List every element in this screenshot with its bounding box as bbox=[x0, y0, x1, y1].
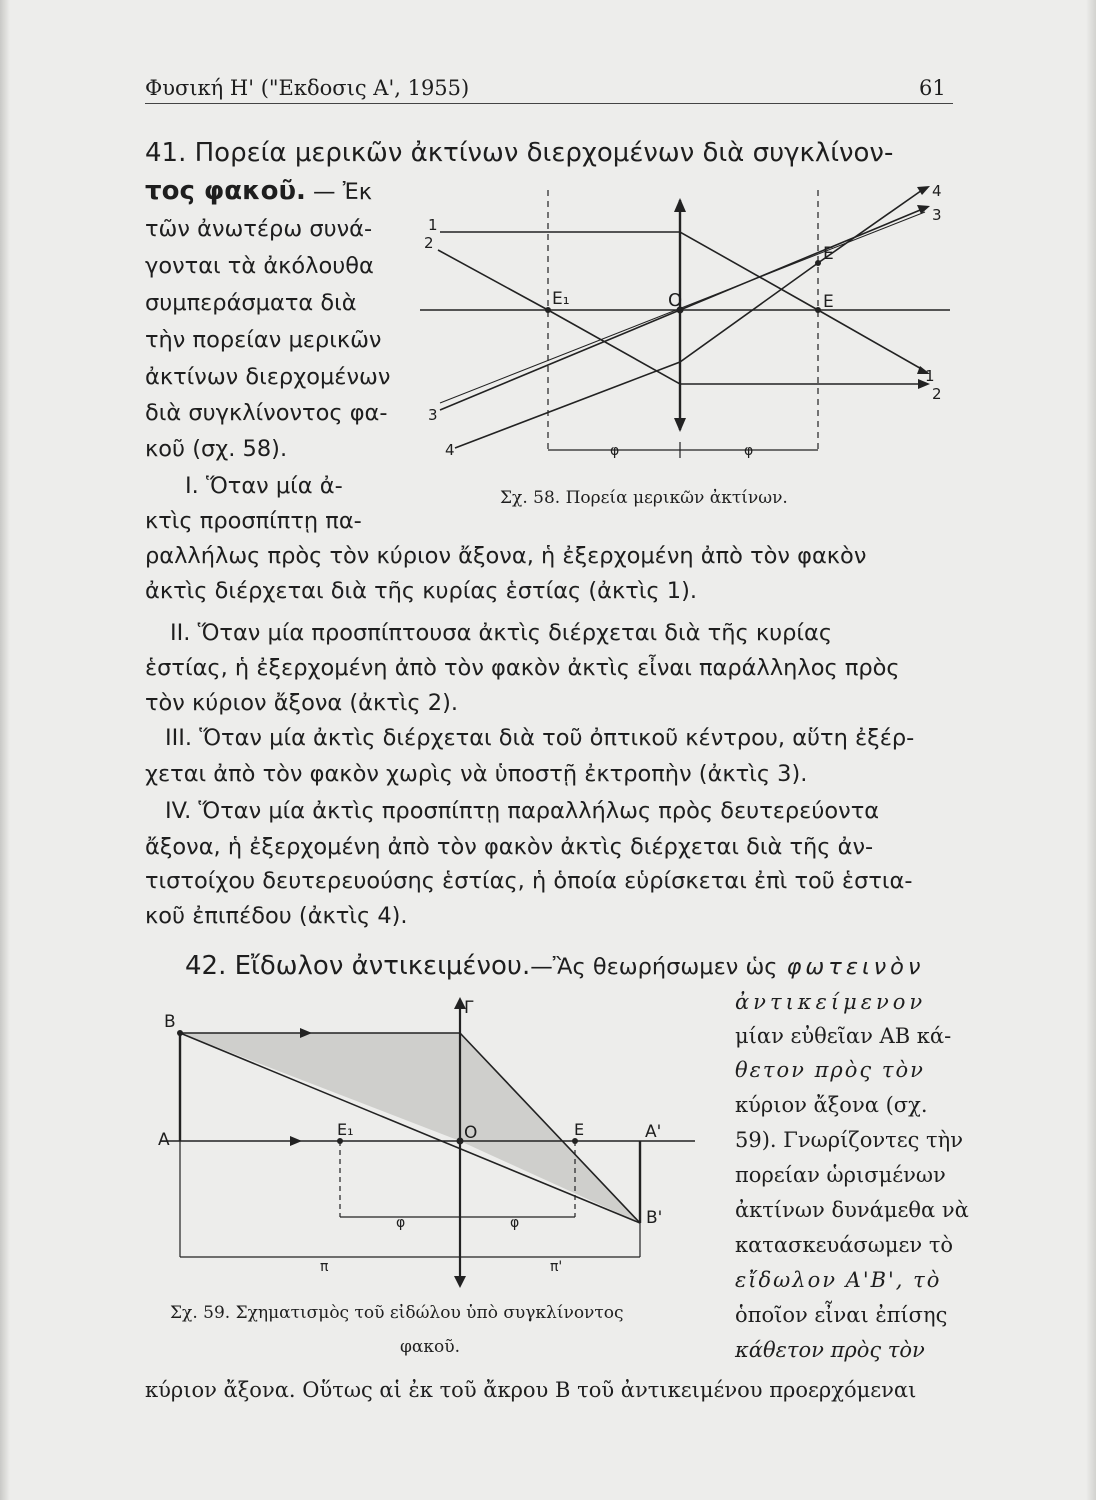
center-o-label: O bbox=[464, 1123, 478, 1143]
point-b-label: B bbox=[164, 1012, 176, 1032]
ray-2-label: 2 bbox=[424, 234, 434, 252]
section-42-heading: 42. Εἴδωλον ἀντικειμένου. bbox=[185, 951, 531, 981]
focus-e-label: E bbox=[574, 1120, 585, 1139]
rule-4-line: ἄξονα, ἡ ἐξερχομένη ἀπὸ τὸν φακὸν ἀκτὶς διέρχεται διὰ τῆς ἀν- bbox=[145, 834, 874, 860]
side-text-line: ἀκτίνων δυνάμεθα νὰ bbox=[735, 1198, 969, 1222]
side-text-line: κύριον ἄξονα (σχ. bbox=[735, 1093, 928, 1117]
side-text-line: ἀντικείμενον bbox=[735, 990, 927, 1014]
point-a-label: A bbox=[158, 1130, 170, 1150]
pi-prime-label: π' bbox=[550, 1259, 563, 1275]
intro-line: γονται τὰ ἀκόλουθα bbox=[145, 253, 374, 279]
phi-left-label: φ bbox=[610, 443, 620, 459]
rule-1-line: I. Ὅταν μία ἀ- bbox=[185, 473, 343, 499]
center-o-label: O bbox=[668, 290, 683, 311]
rule-4-line: τιστοίχου δευτερευούσης ἑστίας, ἡ ὁποία εὑρίσκεται ἐπὶ τοῦ ἑστια- bbox=[145, 868, 913, 894]
side-text-line: θετον πρὸς τὸν bbox=[735, 1058, 925, 1082]
figure-59-caption: Σχ. 59. Σχηματισμὸς τοῦ εἰδώλου ὑπὸ συγκλίνοντος bbox=[170, 1303, 624, 1323]
rule-3-line: χεται ἀπὸ τὸν φακὸν χωρὶς νὰ ὑποστῇ ἐκτροπὴν (ἀκτὶς 3). bbox=[145, 761, 808, 787]
focus-e-label: E bbox=[823, 292, 834, 312]
section-41-heading: 41. Πορεία μερικῶν ἀκτίνων διερχομένων διὰ συγκλίνον- bbox=[145, 138, 894, 168]
intro-line: συμπεράσματα διὰ bbox=[145, 290, 357, 316]
page-edge-right bbox=[1086, 0, 1096, 1500]
intro-line: ἀκτίνων διερχομένων bbox=[145, 364, 391, 390]
rule-2-line: II. Ὅταν μία προσπίπτουσα ἀκτὶς διέρχεται διὰ τῆς κυρίας bbox=[170, 620, 833, 646]
closing-line: κύριον ἄξονα. Οὕτως αἱ ἐκ τοῦ ἄκρου Β τοῦ ἀντικειμένου προερχόμεναι bbox=[145, 1378, 917, 1402]
phi-left-label: φ bbox=[396, 1215, 406, 1231]
ray-4-out-label: 4 bbox=[932, 182, 942, 200]
intro-line: τῶν ἀνωτέρω συνά- bbox=[145, 216, 373, 242]
section-41-heading-cont bbox=[145, 178, 372, 204]
ray-4 bbox=[455, 188, 925, 448]
point-a2-label: A' bbox=[645, 1122, 662, 1142]
rule-2-line: τὸν κύριον ἄξονα (ἀκτὶς 2). bbox=[145, 690, 459, 716]
rule-3-line: III. Ὅταν μία ἀκτὶς διέρχεται διὰ τοῦ ὀπτικοῦ κέντρου, αὕτη ἐξέρ- bbox=[165, 725, 915, 751]
rule-4-line: IV. Ὅταν μία ἀκτὶς προσπίπτῃ παραλλήλως πρὸς δευτερεύοντα bbox=[165, 798, 880, 824]
intro-line: διὰ συγκλίνοντος φα- bbox=[145, 400, 388, 426]
side-text-line: μίαν εὐθεῖαν ΑΒ κά- bbox=[735, 1024, 952, 1048]
running-header: Φυσική Η' ("Εκδοσις Α', 1955) bbox=[145, 76, 470, 100]
side-text-line: ὁποῖον εἶναι ἐπίσης bbox=[735, 1303, 948, 1327]
section-41-title-end: τος φακοῦ. bbox=[145, 176, 306, 206]
phi-right-label: φ bbox=[510, 1215, 520, 1231]
lens-top-label: Γ bbox=[464, 998, 474, 1018]
rule-2-line: ἑστίας, ἡ ἐξερχομένη ἀπὸ τὸν φακὸν ἀκτὶς εἶναι παράλληλος πρὸς bbox=[145, 655, 900, 681]
rule-1-line: ἀκτὶς διέρχεται διὰ τῆς κυρίας ἑστίας (ἀκτὶς 1). bbox=[145, 578, 698, 604]
figure-58-caption: Σχ. 58. Πορεία μερικῶν ἀκτίνων. bbox=[500, 488, 788, 508]
rule-1-line: κτὶς προσπίπτῃ πα- bbox=[145, 508, 362, 534]
side-text-line: κατασκευάσωμεν τὸ bbox=[735, 1233, 954, 1257]
pi-label: π bbox=[320, 1259, 329, 1275]
page-edge-left bbox=[0, 0, 10, 1500]
side-text-line: 59). Γνωρίζοντες τὴν bbox=[735, 1128, 963, 1152]
ray-4-label: 4 bbox=[445, 441, 455, 459]
section-42-lead: —Ἂς θεωρήσωμεν ὡς bbox=[530, 954, 778, 980]
rule-4-line: κοῦ ἐπιπέδου (ἀκτὶς 4). bbox=[145, 903, 408, 929]
section-41-lead: — Ἐκ bbox=[305, 179, 372, 205]
rule-1-line: ραλλήλως πρὸς τὸν κύριον ἄξονα, ἡ ἐξερχομένη ἀπὸ τὸν φακὸν bbox=[145, 543, 867, 569]
figure-59-image-formation bbox=[150, 995, 710, 1295]
focus-e-secondary-label: E bbox=[823, 244, 834, 264]
secondary-axis bbox=[440, 212, 925, 403]
side-text-line: πορείαν ὡρισμένων bbox=[735, 1163, 946, 1187]
ray-3-label: 3 bbox=[428, 406, 438, 424]
ray-2 bbox=[438, 250, 925, 384]
intro-line: τὴν πορείαν μερικῶν bbox=[145, 327, 382, 353]
section-42-heading-line bbox=[185, 953, 925, 979]
ray-1 bbox=[440, 232, 925, 371]
ray-3-out-label: 3 bbox=[932, 206, 942, 224]
focus-e1-label: E₁ bbox=[552, 289, 570, 309]
side-text-line: εἴδωλον Α'Β', τὸ bbox=[735, 1268, 942, 1292]
page-number: 61 bbox=[919, 76, 946, 100]
focus-e1-label: E₁ bbox=[337, 1120, 354, 1139]
header-rule bbox=[145, 103, 953, 104]
figure-59-caption-end: φακοῦ. bbox=[400, 1337, 460, 1357]
point-b2-label: B' bbox=[646, 1208, 663, 1228]
side-text-line: κάθετον πρὸς τὸν bbox=[735, 1338, 925, 1362]
section-42-emphasis: φωτεινὸν bbox=[786, 954, 925, 980]
intro-line: κοῦ (σχ. 58). bbox=[145, 436, 288, 462]
ray-2-out-label: 2 bbox=[932, 385, 942, 403]
ray-1-label: 1 bbox=[428, 216, 438, 234]
figure-58-ray-diagram bbox=[410, 180, 950, 480]
phi-right-label: φ bbox=[744, 443, 754, 459]
ray-1-out-label: 1 bbox=[925, 367, 935, 385]
